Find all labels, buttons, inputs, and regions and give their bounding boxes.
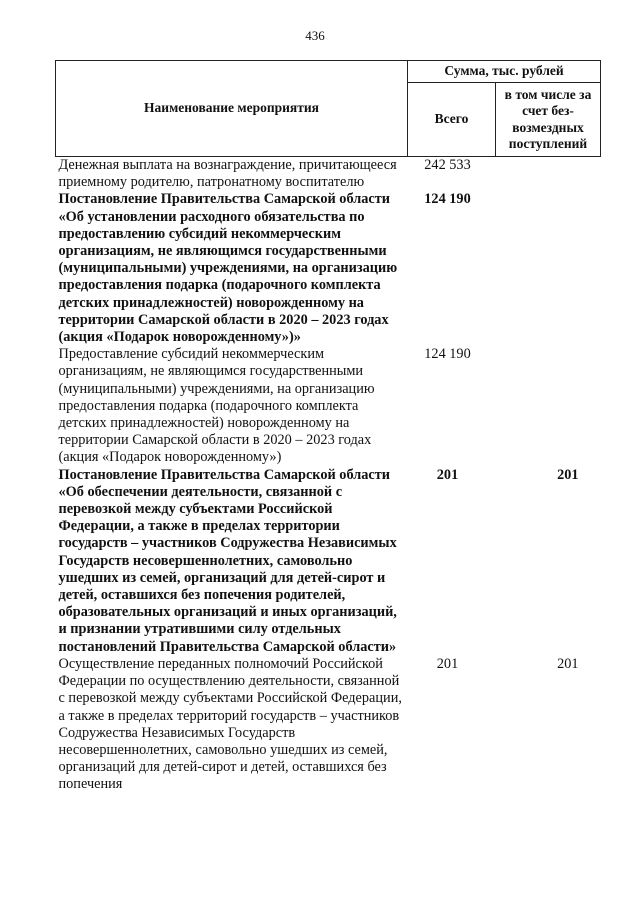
header-total: Всего — [408, 83, 496, 157]
budget-table — [55, 60, 601, 794]
row-including — [496, 157, 601, 192]
row-total: 201 — [436, 655, 459, 672]
header-name: Наименование мероприятия — [56, 61, 408, 157]
row-including: 201 — [557, 466, 579, 483]
table-row — [56, 467, 601, 656]
row-name: Предоставление субсидий некоммерческим организациям, не являющимся государственными (муниципальными) учреждениями, на организацию предоставления подарка (подарочного комплекта детских принадлежностей) новорожденному на территории Самарской области в 2020 – 2023 годах (акция «Подарок новорожденному») — [58, 346, 375, 466]
row-total: 124 190 — [424, 191, 471, 208]
row-total: 124 190 — [424, 346, 471, 363]
table-header — [56, 61, 601, 157]
row-name: Денежная выплата на вознаграждение, причитающееся приемному родителю, патронатному воспитателю — [58, 157, 397, 191]
row-including — [496, 346, 601, 466]
table-body — [56, 157, 601, 794]
table-row — [56, 656, 601, 794]
header-including: в том числе за счет без-возмездных поступлений — [496, 83, 601, 157]
table-row — [56, 157, 601, 192]
row-name: Осуществление переданных полномочий Российской Федерации по осуществлению деятельности, связанной с перевозкой между субъектами Российской Федерации, а также в пределах территорий государств – участников Содружества Независимых Государств несовершеннолетних, самовольно ушедших из семей, организаций для детей-сирот и детей, оставшихся без попечения — [58, 655, 402, 793]
row-name: Постановление Правительства Самарской области «Об обеспечении деятельности, связанной с перевозкой между субъектами Российской Федерации, а также в пределах территории государств – участников Содружества Независимых Государств несовершеннолетних, самовольно ушедших из семей, организаций для детей-сирот и детей, оставшихся без попечения родителей, образовательных организаций и иных организаций, и признании утратившими силу отдельных постановлений Правительства Самарской области» — [58, 466, 397, 655]
table-row — [56, 346, 601, 466]
row-total: 242 533 — [424, 157, 471, 173]
header-sum: Сумма, тыс. рублей — [408, 61, 601, 83]
table-row — [56, 191, 601, 346]
row-including: 201 — [557, 655, 579, 672]
row-including — [496, 191, 601, 346]
row-total: 201 — [436, 466, 459, 483]
row-name: Постановление Правительства Самарской области «Об установлении расходного обязательства по предоставлению субсидий некоммерческим организациям, не являющимся государственными (муниципальными) учреждениями, на организацию предоставления подарка (подарочного комплекта детских принадлежностей) новорожденному на территории Самарской области в 2020 – 2023 годах (акция «Подарок новорожденному»)» — [58, 191, 398, 346]
page-number: 436 — [305, 28, 325, 43]
